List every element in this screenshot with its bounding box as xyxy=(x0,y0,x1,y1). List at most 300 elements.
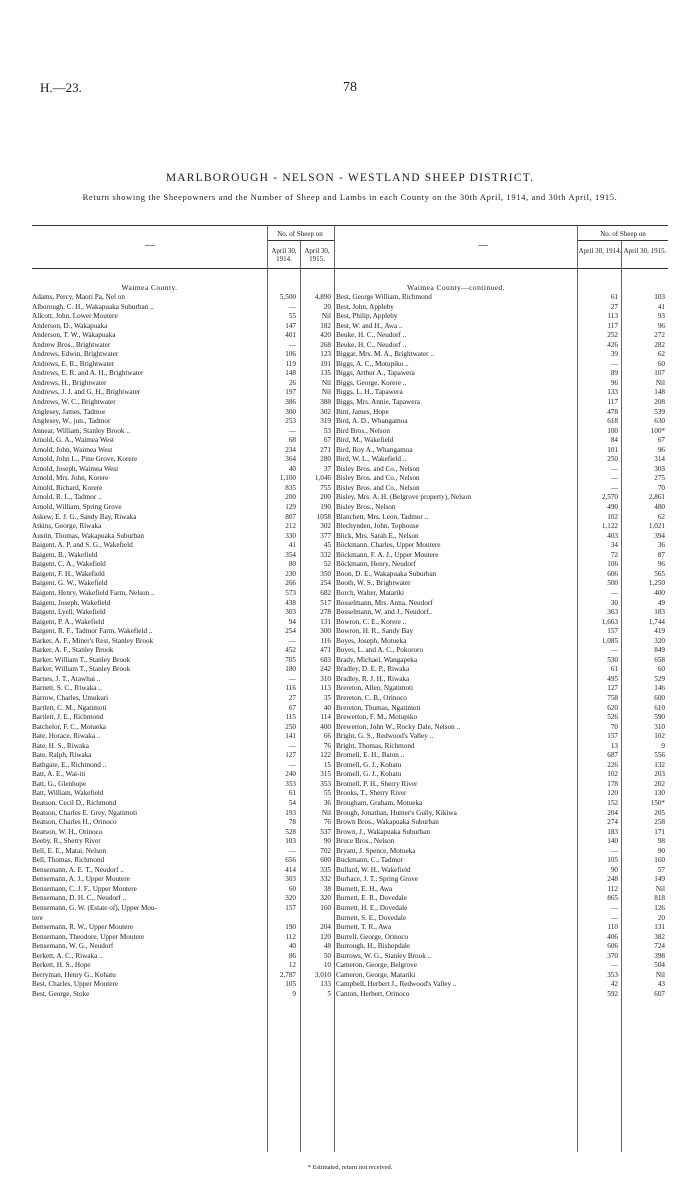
sheep-count-1915: 149 xyxy=(654,875,665,884)
right-owner-row xyxy=(336,627,668,637)
sheep-count-1914: — xyxy=(610,474,618,483)
sheep-count-1914: 606 xyxy=(607,569,618,578)
sheep-count-1914: 141 xyxy=(285,732,296,741)
sheep-count-1915: Nil xyxy=(655,970,665,979)
sheep-count-1915: 282 xyxy=(654,340,665,349)
sheep-count-1915: 683 xyxy=(320,655,331,664)
right-owner-row xyxy=(336,436,668,446)
owner-name: Brown Bros., Wakapuaka Suburban xyxy=(336,818,439,827)
sheep-count-1914: 39 xyxy=(610,350,618,359)
sheep-count-1915: 62 xyxy=(657,350,665,359)
owner-name: tere xyxy=(32,913,43,922)
sheep-count-1914: 478 xyxy=(607,407,618,416)
owner-name: Borch, Walter, Matariki xyxy=(336,588,405,597)
owner-name: Bird, A. D., Whangamoa xyxy=(336,417,408,426)
right-owner-row xyxy=(336,675,668,685)
sheep-count-1915: 278 xyxy=(320,608,331,617)
sheep-count-1914: 27 xyxy=(610,302,618,311)
owner-name: Burnett, H. E., Dovedale xyxy=(336,904,408,912)
left-owner-row xyxy=(32,923,334,933)
sheep-count-1915: 160 xyxy=(320,904,331,912)
owner-name: Barker, William T., Stanley Brook xyxy=(32,665,131,674)
sheep-count-1915: 182 xyxy=(320,321,331,330)
left-owner-row xyxy=(32,360,334,370)
owner-name: Alborough, C. H., Wakapuaka Suburban .. xyxy=(32,302,154,311)
sheep-count-1914: 274 xyxy=(607,818,618,827)
sheep-count-1915: 539 xyxy=(654,407,665,416)
owner-name: Bensemann, Theodore, Upper Moutere xyxy=(32,932,145,941)
sheep-count-1914: 370 xyxy=(607,951,618,960)
owner-name: Bromell, G. J., Kohatu xyxy=(336,760,402,769)
owner-name: Atkins, George, Riwaka xyxy=(32,522,102,531)
sheep-count-1915: 400 xyxy=(320,722,331,731)
owner-name: Baigent, P. A., Wakefield xyxy=(32,617,105,626)
right-owner-row xyxy=(336,961,668,971)
left-owner-row xyxy=(32,589,334,599)
sheep-count-1915: 258 xyxy=(654,818,665,827)
owner-name: Barker, A. F., Miner's Rest, Stanley Brook xyxy=(32,636,154,645)
sheep-count-1914: 110 xyxy=(607,923,618,932)
sheep-count-1915: 93 xyxy=(657,312,665,321)
left-owner-row xyxy=(32,303,334,313)
left-owner-row xyxy=(32,560,334,570)
left-owner-row xyxy=(32,427,334,437)
owner-name: Baigent, Henry, Wakefield Farm, Nelson .. xyxy=(32,588,155,597)
sheep-count-1915: 50 xyxy=(323,951,331,960)
sheep-count-1914: — xyxy=(610,904,618,912)
sheep-count-1915: 400 xyxy=(654,588,665,597)
owner-name: Andrews, E. R. and A. H., Brightwater xyxy=(32,369,144,378)
sheep-count-1915: 103 xyxy=(654,293,665,301)
right-owner-row xyxy=(336,694,668,704)
right-owner-row xyxy=(336,522,668,532)
right-owner-row xyxy=(336,809,668,819)
right-owner-row xyxy=(336,656,668,666)
sheep-count-1915: 272 xyxy=(654,331,665,340)
owner-name: Beeby, R., Sherry River xyxy=(32,837,101,846)
owner-name: Bowron, C. E., Korere .. xyxy=(336,617,407,626)
sheep-count-1914: 105 xyxy=(285,980,296,989)
sheep-count-1915: 116 xyxy=(320,636,331,645)
sheep-count-1915: 120 xyxy=(320,932,331,941)
owner-name: Barnes, J. T., Atawhai .. xyxy=(32,674,101,683)
sheep-count-1914: 1,085 xyxy=(601,636,618,645)
owner-name: Bathgate, E., Richmond .. xyxy=(32,760,107,769)
sheep-count-1914: 61 xyxy=(610,293,618,301)
owner-name: Biggs, George, Korere .. xyxy=(336,378,407,387)
sheep-count-1914: 152 xyxy=(607,798,618,807)
owner-name: Arnold, Mrs. John, Korere xyxy=(32,474,109,483)
right-owner-row xyxy=(336,780,668,790)
sheep-count-1915: 332 xyxy=(320,875,331,884)
left-owner-row xyxy=(32,341,334,351)
sheep-count-1914: 687 xyxy=(607,751,618,760)
sheep-count-1915: 849 xyxy=(654,646,665,655)
right-owner-row xyxy=(336,751,668,761)
sheep-count-1915: 590 xyxy=(654,713,665,722)
sheep-count-1915: 1,250 xyxy=(648,579,665,588)
sheep-count-1915: 190 xyxy=(320,503,331,512)
sheep-count-1914: 180 xyxy=(285,665,296,674)
sheep-count-1914: 120 xyxy=(607,789,618,798)
owner-name: Batt, G., Glenhope xyxy=(32,779,87,788)
right-owner-row xyxy=(336,933,668,943)
left-owner-row xyxy=(32,694,334,704)
owner-name: Bradley, R. J. H., Riwaka xyxy=(336,674,410,683)
sheep-count-1914: 106 xyxy=(285,350,296,359)
sheep-count-1914: 414 xyxy=(285,865,296,874)
owner-name: Bosselmann, W. and J., Neudorf.. xyxy=(336,608,433,617)
sheep-count-1915: 76 xyxy=(323,818,331,827)
sheep-count-1914: 5,500 xyxy=(279,293,296,301)
owner-name: Bowron, H. R., Sandy Bay xyxy=(336,627,414,636)
sheep-count-1914: 148 xyxy=(285,369,296,378)
sheep-count-1914: 41 xyxy=(288,541,296,550)
sheep-count-1915: 37 xyxy=(323,464,331,473)
sheep-count-1915: 202 xyxy=(654,779,665,788)
owner-name: Bisley, Mrs. A. H. (Belgrove property), Nelson xyxy=(336,493,472,502)
sheep-count-1914: 40 xyxy=(288,942,296,951)
sheep-count-1915: 419 xyxy=(654,627,665,636)
left-owner-row xyxy=(32,398,334,408)
owner-name: Berkett, H. S., Hope xyxy=(32,961,91,970)
sheep-count-1914: — xyxy=(610,483,618,492)
right-owner-row xyxy=(336,341,668,351)
owner-name: Brougham, Graham, Motueka xyxy=(336,798,423,807)
sheep-count-1915: 1,021 xyxy=(648,522,665,531)
sheep-count-1915: 191 xyxy=(320,359,331,368)
sheep-count-1914: — xyxy=(288,340,296,349)
sheep-count-1915: 254 xyxy=(320,579,331,588)
sheep-count-1914: 2,570 xyxy=(601,493,618,502)
right-owner-row xyxy=(336,331,668,341)
sheep-count-1915: 504 xyxy=(654,961,665,970)
owner-name: Cameron, George, Matariki xyxy=(336,970,416,979)
sheep-count-1914: 526 xyxy=(607,713,618,722)
sheep-count-1914: 9 xyxy=(292,989,296,998)
sheep-count-1915: 49 xyxy=(657,598,665,607)
footnote: * Estimated, return not received. xyxy=(307,1164,393,1171)
owner-name: Brown, J., Wakapuaka Suburban xyxy=(336,827,430,836)
sheep-count-1915: 200 xyxy=(320,493,331,502)
left-owner-row xyxy=(32,761,334,771)
left-owner-row xyxy=(32,503,334,513)
right-owner-row xyxy=(336,408,668,418)
owner-name: Bright, G. S., Redwood's Valley .. xyxy=(336,732,434,741)
sheep-count-1915: 102 xyxy=(654,732,665,741)
right-owner-row xyxy=(336,904,668,914)
sheep-count-1914: — xyxy=(610,961,618,970)
owner-name: Brough, Jonathan, Hunter's Gully, Kikiwa xyxy=(336,808,457,817)
sheep-count-1914: 94 xyxy=(288,617,296,626)
sheep-count-1914: 100 xyxy=(607,426,618,435)
sheep-count-1914: 252 xyxy=(607,331,618,340)
left-owner-row xyxy=(32,885,334,895)
right-owner-row xyxy=(336,894,668,904)
owner-name: Barker, William T., Stanley Brook xyxy=(32,655,131,664)
sheep-count-1914: 254 xyxy=(285,627,296,636)
owner-name: Bright, Thomas, Richmond xyxy=(336,741,415,750)
left-name-header-dash: — xyxy=(145,240,155,251)
owner-name: Bruce Bros., Nelson xyxy=(336,837,395,846)
right-owner-row xyxy=(336,761,668,771)
sheep-count-1915: 310 xyxy=(320,674,331,683)
sheep-count-1915: 66 xyxy=(323,732,331,741)
sheep-count-1914: 103 xyxy=(285,837,296,846)
sheep-count-1915: 123 xyxy=(320,350,331,359)
sheep-count-1914: 204 xyxy=(607,808,618,817)
sheep-count-1914: 1,100 xyxy=(279,474,296,483)
sheep-count-1914: 147 xyxy=(285,321,296,330)
right-owner-row xyxy=(336,503,668,513)
sheep-count-1914: 26 xyxy=(288,378,296,387)
sheep-count-1914: 80 xyxy=(288,560,296,569)
owner-name: Böckmann, Henry, Neudorf xyxy=(336,560,416,569)
right-owner-row xyxy=(336,417,668,427)
sheep-count-1914: 230 xyxy=(285,569,296,578)
owner-name: Batchelor, F. C., Motueka xyxy=(32,722,106,731)
right-owner-row xyxy=(336,828,668,838)
right-owner-row xyxy=(336,856,668,866)
left-owner-row xyxy=(32,599,334,609)
left-owner-row xyxy=(32,618,334,628)
sheep-count-1915: 280 xyxy=(320,455,331,464)
left-owner-row xyxy=(32,665,334,675)
sheep-count-1914: 656 xyxy=(285,856,296,865)
sheep-count-1914: 112 xyxy=(607,884,618,893)
left-owner-row xyxy=(32,513,334,523)
sheep-count-1915: 607 xyxy=(654,989,665,998)
left-owner-row xyxy=(32,933,334,943)
sheep-count-1914: 102 xyxy=(607,512,618,521)
owner-name: Boyes, Joseph, Motueka xyxy=(336,636,407,645)
owner-name: Baigent, A. P. and S. G., Wakefield xyxy=(32,541,133,550)
right-owner-row xyxy=(336,369,668,379)
owner-name: Beatson, Cecil D., Richmond xyxy=(32,798,117,807)
sheep-count-1915: Nil xyxy=(321,388,331,397)
right-owner-row xyxy=(336,446,668,456)
owner-name: Anglesey, W., jun., Tadmor xyxy=(32,417,111,426)
owner-name: Beatson, W. H., Orinoco xyxy=(32,827,103,836)
sheep-count-1914: — xyxy=(610,846,618,855)
sheep-count-1914: 90 xyxy=(610,865,618,874)
owner-name: Biggs, Arthur A., Tapawera xyxy=(336,369,415,378)
sheep-count-1915: 205 xyxy=(654,808,665,817)
owner-name: Brewerton, John W., Rocky Dale, Nelson .. xyxy=(336,722,461,731)
left-owner-row xyxy=(32,837,334,847)
sheep-count-1915: 38 xyxy=(323,884,331,893)
owner-name: Cameron, George, Belgrove xyxy=(336,961,417,970)
owner-name: Bromell, E. H., Baton .. xyxy=(336,751,405,760)
left-owner-row xyxy=(32,417,334,427)
owner-name: Bartlett, J. E., Richmond xyxy=(32,713,104,722)
right-owner-row xyxy=(336,990,668,1000)
sheep-count-1915: 130 xyxy=(654,789,665,798)
sheep-count-1914: 354 xyxy=(285,550,296,559)
owner-name: Bird, Roy A., Whangamoa xyxy=(336,445,413,454)
owner-name: Beatson, Charles H., Orinoco xyxy=(32,818,117,827)
sheep-count-1915: 302 xyxy=(320,407,331,416)
sheep-count-1914: 401 xyxy=(285,331,296,340)
sheep-count-1914: 68 xyxy=(288,436,296,445)
left-owner-row xyxy=(32,799,334,809)
owner-name: Arnold, John L., Pine Grove, Korere xyxy=(32,455,138,464)
owner-name: Arnold, Richard, Korere xyxy=(32,483,103,492)
right-owner-row xyxy=(336,293,668,303)
owner-name: Bird, W. L., Wakefield .. xyxy=(336,455,407,464)
owner-name: Bell, Thomas, Richmond xyxy=(32,856,105,865)
sheep-count-1915: 353 xyxy=(320,779,331,788)
owner-name: Burnett, T. R., Awa xyxy=(336,923,392,932)
group-header-underline-right xyxy=(578,240,668,241)
right-owner-row xyxy=(336,541,668,551)
sheep-count-1915: 310 xyxy=(654,722,665,731)
sheep-count-1914: 140 xyxy=(607,837,618,846)
sheep-count-1915: 242 xyxy=(320,665,331,674)
sheep-count-1914: — xyxy=(288,674,296,683)
left-owner-row xyxy=(32,446,334,456)
sheep-count-1914: 61 xyxy=(288,789,296,798)
sheep-count-1914: 117 xyxy=(607,321,618,330)
right-owner-row xyxy=(336,770,668,780)
sheep-count-1914: 30 xyxy=(610,598,618,607)
owner-name: Brereton, C. B., Orinoco xyxy=(336,693,407,702)
owner-name: Bensemann, W. G., Neudorf xyxy=(32,942,114,951)
sheep-count-1915: 114 xyxy=(320,713,331,722)
sheep-count-1914: — xyxy=(288,636,296,645)
left-owner-row xyxy=(32,894,334,904)
sheep-count-1914: 119 xyxy=(285,359,296,368)
sheep-count-1914: 865 xyxy=(607,894,618,903)
left-owner-row xyxy=(32,875,334,885)
sheep-count-1915: 48 xyxy=(323,942,331,951)
table-top-rule xyxy=(32,225,668,226)
owner-name: Baigent, Lyell, Wakefield xyxy=(32,608,106,617)
sheep-count-1914: 364 xyxy=(285,455,296,464)
sheep-count-1914: 438 xyxy=(285,598,296,607)
sheep-count-1914: 34 xyxy=(610,541,618,550)
owner-name: Böckmann, Charles, Upper Moutere xyxy=(336,541,441,550)
sheep-count-1914: — xyxy=(288,741,296,750)
owner-name: Arnold, John, Waimea West xyxy=(32,445,113,454)
owner-name: Anderson, T. W., Wakapuaka xyxy=(32,331,116,340)
sheep-count-1914: 426 xyxy=(607,340,618,349)
sheep-count-1915: 53 xyxy=(323,426,331,435)
sheep-count-1914: — xyxy=(288,426,296,435)
sheep-count-1914: 253 xyxy=(285,417,296,426)
owner-name: Burnett, E. H., Awa xyxy=(336,884,393,893)
sheep-count-1915: 600 xyxy=(320,856,331,865)
sheep-count-1915: 67 xyxy=(323,436,331,445)
sheep-count-1915: 36 xyxy=(323,798,331,807)
sheep-count-1914: 105 xyxy=(607,856,618,865)
sheep-count-1914: 495 xyxy=(607,674,618,683)
right-owner-row xyxy=(336,465,668,475)
right-owner-row xyxy=(336,847,668,857)
owner-name: Boyes, L. and A. C., Pokororo xyxy=(336,646,424,655)
left-owner-row xyxy=(32,541,334,551)
sheep-count-1915: 394 xyxy=(654,531,665,540)
right-name-header-dash: — xyxy=(478,240,488,251)
left-owner-row xyxy=(32,493,334,503)
owner-name: Arnold, R. L., Tadmor .. xyxy=(32,493,102,502)
sheep-count-1915: 45 xyxy=(323,541,331,550)
owner-name: Bullard, W. H., Wakefield xyxy=(336,865,411,874)
owner-name: Baigent, R. F., Tadmor Farm, Wakefield .. xyxy=(32,627,153,636)
right-owner-row xyxy=(336,684,668,694)
sheep-count-1914: 200 xyxy=(285,493,296,502)
owner-name: Buckmann, C., Tadmor xyxy=(336,856,404,865)
sheep-count-1915: 3,010 xyxy=(314,970,331,979)
right-owner-row xyxy=(336,952,668,962)
left-owner-row xyxy=(32,770,334,780)
sheep-count-1915: 131 xyxy=(320,617,331,626)
left-owner-row xyxy=(32,331,334,341)
sheep-count-1914: 248 xyxy=(607,875,618,884)
sheep-count-1914: 133 xyxy=(607,388,618,397)
owner-name: Bensemann, R. W., Upper Moutere xyxy=(32,923,134,932)
owner-name: Arnold, Joseph, Waimea West xyxy=(32,464,119,473)
sheep-count-1914: — xyxy=(610,464,618,473)
left-owner-row xyxy=(32,465,334,475)
sheep-count-1914: 67 xyxy=(288,703,296,712)
sheep-count-1915: 148 xyxy=(654,388,665,397)
sheep-count-1915: 420 xyxy=(320,331,331,340)
sheep-count-1915: 160 xyxy=(654,856,665,865)
sheep-count-1915: 203 xyxy=(654,770,665,779)
sheep-count-1914: 758 xyxy=(607,693,618,702)
sheep-count-1914: 157 xyxy=(607,732,618,741)
right-owner-row xyxy=(336,618,668,628)
sheep-count-1915: 96 xyxy=(657,560,665,569)
sheep-count-1915: 100* xyxy=(650,426,665,435)
left-section-heading: Waimea County. xyxy=(121,283,178,292)
right-owner-row xyxy=(336,665,668,675)
left-owner-row xyxy=(32,980,334,990)
sheep-count-1915: 183 xyxy=(654,608,665,617)
owner-name: Burrell, George, Orinoco xyxy=(336,932,409,941)
sheep-count-1915: 319 xyxy=(320,417,331,426)
sheep-count-1914: 61 xyxy=(610,665,618,674)
sheep-count-1914: 13 xyxy=(610,741,618,750)
sheep-count-1915: 556 xyxy=(654,751,665,760)
owner-name: Beatson, Charles E. Grey, Ngatimoti xyxy=(32,808,138,817)
owner-name: Burrough, H., Bishopdale xyxy=(336,942,411,951)
right-owner-row xyxy=(336,971,668,981)
sheep-count-1914: 403 xyxy=(607,531,618,540)
left-owner-row xyxy=(32,408,334,418)
sheep-count-1914: 157 xyxy=(607,627,618,636)
left-owner-row xyxy=(32,455,334,465)
right-owner-row xyxy=(336,303,668,313)
sheep-count-1914: 835 xyxy=(285,483,296,492)
sheep-count-1914: 84 xyxy=(610,436,618,445)
left-owner-row xyxy=(32,369,334,379)
owner-name: Brady, Michael, Wangapeka xyxy=(336,655,418,664)
owner-name: Canton, Herbert, Orinoco xyxy=(336,989,410,998)
owner-name: Baigent, B., Wakefield xyxy=(32,550,98,559)
sheep-count-1915: 271 xyxy=(320,445,331,454)
sheep-count-1914: 606 xyxy=(607,942,618,951)
left-owner-row xyxy=(32,828,334,838)
sheep-count-1914: 40 xyxy=(288,464,296,473)
sheep-count-1915: 96 xyxy=(657,445,665,454)
left-owner-row xyxy=(32,818,334,828)
right-col-b-header: April 30, 1915. xyxy=(623,247,667,255)
owner-name: Bisley Bros. and Co., Nelson xyxy=(336,464,420,473)
right-owner-row xyxy=(336,312,668,322)
sheep-count-1914: 127 xyxy=(285,751,296,760)
